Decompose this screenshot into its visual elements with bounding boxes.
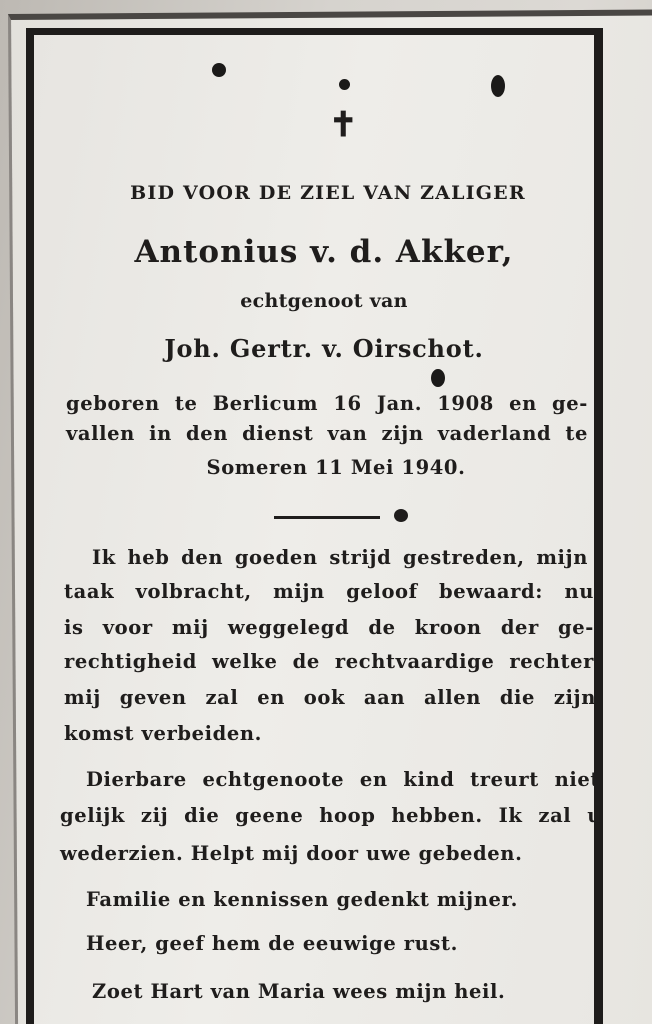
verse-line: Ik heb den goeden strijd gestreden, mijn: [92, 546, 588, 569]
prayer-line: Heer, geef hem de eeuwige rust.: [86, 932, 458, 955]
spouse-label: echtgenoot van: [240, 290, 408, 312]
ink-blot: [431, 369, 445, 387]
verse-line: mij geven zal en ook aan allen die zijn: [64, 686, 596, 709]
ink-blot: [339, 79, 350, 90]
birth-line: geboren te Berlicum 16 Jan. 1908 en ge-: [66, 392, 588, 415]
divider-ornament: [394, 509, 408, 522]
verse-line: komst verbeiden.: [64, 722, 262, 745]
ink-blot: [212, 63, 226, 77]
farewell-line: Dierbare echtgenoote en kind treurt niet: [86, 768, 600, 791]
verse-line: taak volbracht, mijn geloof bewaard: nu: [64, 580, 594, 603]
birth-line: vallen in den dienst van zijn vaderland te: [66, 422, 588, 445]
verse-line: is voor mij weggelegd de kroon der ge-: [64, 616, 594, 639]
divider-line: [274, 516, 380, 519]
spouse-name: Joh. Gertr. v. Oirschot.: [164, 334, 484, 363]
memorial-card-frame: [26, 28, 603, 1024]
prayer-line: Familie en kennissen gedenkt mijner.: [86, 888, 518, 911]
farewell-line: wederzien. Helpt mij door uwe gebeden.: [60, 842, 523, 865]
verse-line: rechtigheid welke de rechtvaardige rechter: [64, 650, 594, 673]
deceased-name: Antonius v. d. Akker,: [134, 234, 514, 270]
cross-icon: ✝: [329, 105, 358, 145]
prayer-line: Zoet Hart van Maria wees mijn heil.: [92, 980, 506, 1003]
farewell-line: gelijk zij die geene hoop hebben. Ik zal u: [60, 804, 602, 827]
prayer-heading: BID VOOR DE ZIEL VAN ZALIGER: [130, 182, 526, 204]
ink-blot: [491, 75, 505, 97]
birth-line: Someren 11 Mei 1940.: [206, 456, 466, 479]
